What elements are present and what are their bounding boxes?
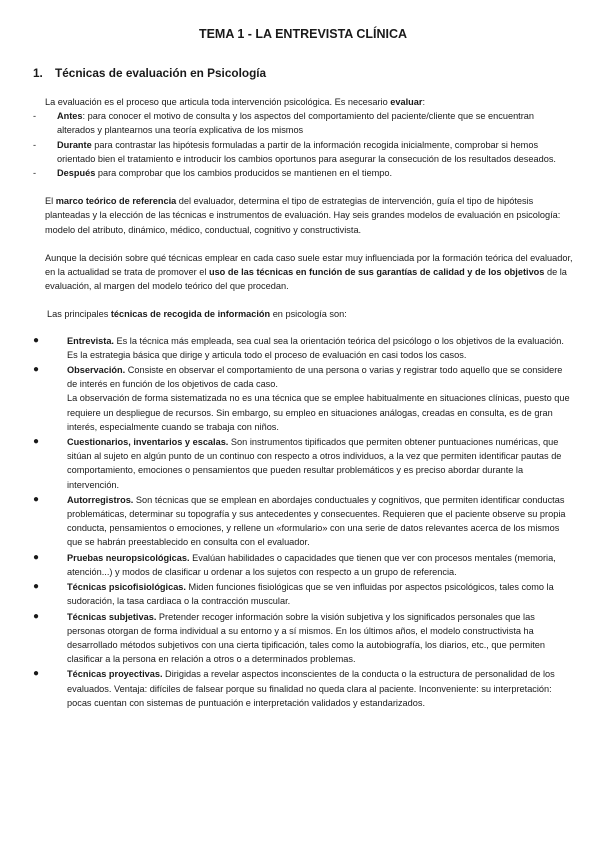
list-item: - Antes: para conocer el motivo de consulta y los aspectos del comportamiento del paciente/cliente que se encuentran alterados y plantearnos una teoría explicativa de los mismos <box>33 109 573 137</box>
techniques-list <box>33 334 573 710</box>
bullet-icon: ● <box>33 668 40 680</box>
bullet-icon: ● <box>33 493 40 505</box>
list-item: - Después para comprobar que los cambios producidos se mantienen en el tiempo. <box>33 166 573 180</box>
technique-item: ● Pruebas neuropsicológicas. Evalúan habilidades o capacidades que tienen que ver con procesos mentales (memoria, atención...) y modos de clasificar u ordenar a los sujetos con respecto a un grupo de referencia. <box>33 551 573 579</box>
bullet-icon: ● <box>33 436 40 448</box>
section-heading <box>33 66 573 81</box>
theoretical-framework-paragraph: El marco teórico de referencia del evaluador, determina el tipo de estrategias de intervención, guía el tipo de hipótesis planteadas y la elección de las técnicas e instrumentos de evaluación. Hay seis grandes modelos de evaluación en psicología: modelo del atributo, dinámico, médico, conductual, cognitivo y constructivista. <box>45 196 561 235</box>
technique-choice-paragraph: Aunque la decisión sobre qué técnicas emplear en cada caso suele estar muy influenciada por la formación teórica del evaluador, en la actualidad se trata de promover el uso de las técnicas en función de sus garantías de calidad y de los objetivos de la evaluación, al margen del modelo teórico del que procedan. <box>45 252 573 292</box>
bullet-icon: ● <box>33 581 40 593</box>
dash-marker: - <box>33 111 37 122</box>
bullet-icon: ● <box>33 610 40 622</box>
bullet-icon: ● <box>33 364 40 376</box>
technique-item: ● Cuestionarios, inventarios y escalas. Son instrumentos tipificados que permiten obtener puntuaciones numéricas, que sitúan al sujeto en algún punto de un continuo con respecto a otros individuos, a la vez que permiten identificar pautas de comportamiento, emociones o pensamientos que pueden resultar problemáticos y es preciso abordar durante la intervención. <box>33 435 573 492</box>
evaluation-timing-list <box>33 109 573 180</box>
section-title: Técnicas de evaluación en Psicología <box>55 66 267 80</box>
bullet-icon: ● <box>33 334 40 346</box>
intro-paragraph: La evaluación es el proceso que articula toda intervención psicológica. Es necesario evaluar: <box>45 97 425 107</box>
technique-extra-paragraph: La observación de forma sistematizada no es una técnica que se emplee habitualmente en situaciones clínicas, puesto que requiere un despliegue de recursos. Sin embargo, su empleo en situaciones análogas, creadas en consulta, es de gran interés, especialmente cuando se trabaja con niños. <box>67 393 570 432</box>
technique-item: ● Técnicas subjetivas. Pretender recoger información sobre la visión subjetiva y los significados personales que las personas otorgan de forma individual a su entorno y a sí mismos. En los últimos años, el modelo constructivista ha desarrollado métodos subjetivos con una cierta tipificación, tales como la autobiografía, los diarios, etc., que permiten clasificar a la persona en relación a otros o a determinados problemas. <box>33 610 573 667</box>
section-number: 1. <box>33 66 43 80</box>
dash-marker: - <box>33 168 37 179</box>
technique-item: ● Observación. Consiste en observar el comportamiento de una persona o varias y registrar todo aquello que se considere de interés en función de los objetivos de cada caso. La observación de forma sistematizada no es una técnica que se emplee habitualmente en situaciones clínicas, puesto que requiere un despliegue de recursos. Sin embargo, su empleo en situaciones análogas, creadas en consulta, es de gran interés, especialmente cuando se trabaja con niños. <box>33 363 573 434</box>
bullet-icon: ● <box>33 551 40 563</box>
technique-item: ● Entrevista. Es la técnica más empleada, sea cual sea la orientación teórica del psicólogo o los objetivos de la evaluación. Es la estrategia básica que dirige y articula todo el proceso de evaluación en casi todos los casos. <box>33 334 573 362</box>
technique-item: ● Técnicas proyectivas. Dirigidas a revelar aspectos inconscientes de la conducta o la estructura de personalidad de los evaluados. Ventaja: difíciles de falsear porque su finalidad no queda clara al paciente. Inconveniente: su interpretación: pocas cuentan con sistemas de puntuación e interpretación validados y estandarizados. <box>33 667 573 710</box>
document-title: TEMA 1 - LA ENTREVISTA CLÍNICA <box>198 27 408 41</box>
dash-marker: - <box>33 139 37 150</box>
technique-item: ● Técnicas psicofisiológicas. Miden funciones fisiológicas que se ven influidas por aspectos psicológicos, tales como la sudoración, la tasa cardiaca o la contracción muscular. <box>33 580 573 608</box>
list-item: - Durante para contrastar las hipótesis formuladas a partir de la información recogida inicialmente, comprobar si hemos orientado bien el tratamiento e introducir los cambios oportunos para asegurar la consecución de los resultados deseados. <box>33 138 573 166</box>
main-techniques-intro: Las principales técnicas de recogida de información en psicología son: <box>47 309 347 320</box>
technique-item: ● Autorregistros. Son técnicas que se emplean en abordajes conductuales y cognitivos, que permiten identificar conductas problemáticas, determinar su topografía y sus antecedentes y consecuentes. Requieren que el paciente observe su propia conducta, pensamientos o emociones, y rellene un «formulario» con una serie de datos relevantes acerca de los mismos que se habrán preestablecido en consulta con el evaluador. <box>33 493 573 550</box>
